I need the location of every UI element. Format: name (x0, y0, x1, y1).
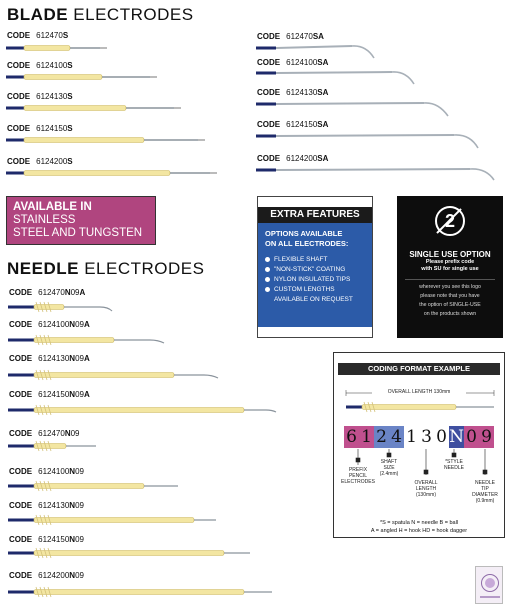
needle-code-8: CODE 6124150N09 (9, 535, 84, 544)
style-legend: *S = spatula N = needle B = ball A = angled H = hook HD = hook dagger (370, 520, 468, 534)
needle-electrodes-title: NEEDLE ELECTRODES (7, 259, 205, 278)
needle-electrode-8 (8, 551, 250, 556)
needle-code-2: CODE 6124100N09A (9, 320, 90, 329)
needle-code-5: CODE 612470N09 (9, 429, 80, 438)
needle-code-6: CODE 6124100N09 (9, 467, 84, 476)
needle-electrode-4 (8, 408, 276, 413)
blade-angled-code-2: CODE 6124100SA (257, 58, 329, 67)
label-overall-length: OVERALL LENGTH (130mm) (414, 480, 438, 498)
blade-electrode-5 (6, 171, 217, 176)
coding-format-title: CODING FORMAT EXAMPLE (338, 363, 500, 375)
blade-code-3: CODE 6124130S (7, 92, 73, 101)
code-digit: 0 (434, 426, 449, 448)
feature-item: CUSTOM LENGTHS (265, 285, 365, 295)
feature-item-continued: AVAILABLE ON REQUEST (274, 296, 353, 303)
blade-angled-electrodes (256, 46, 494, 180)
needle-code-3: CODE 6124130N09A (9, 354, 90, 363)
single-use-title: SINGLE USE OPTION (409, 250, 491, 259)
needle-electrodes (8, 305, 276, 595)
needle-code-7: CODE 6124130N09 (9, 501, 84, 510)
code-digit: 1 (359, 426, 374, 448)
blade-code-4: CODE 6124150S (7, 124, 73, 133)
blade-angled-code-4: CODE 6124150SA (257, 120, 329, 129)
label-shaft-size: SHAFT SIZE (2.4mm) (379, 459, 399, 477)
needle-code-1: CODE 612470N09A (9, 288, 86, 297)
blade-angled-code-3: CODE 6124130SA (257, 88, 329, 97)
code-digit: N (449, 427, 464, 447)
blade-angled-code-1: CODE 612470SA (257, 32, 324, 41)
extra-features-title: EXTRA FEATURES (258, 207, 372, 223)
code-digit: 9 (479, 426, 494, 448)
code-digit: 0 (464, 426, 479, 448)
blade-angled-electrode-1 (256, 46, 374, 58)
brand-logo-icon (475, 566, 503, 604)
extra-features-box (257, 196, 373, 338)
feature-item: "NON-STICK" COATING (265, 265, 365, 275)
needle-electrode-2 (8, 338, 164, 344)
blade-electrode-1 (6, 46, 107, 51)
needle-electrode-5 (8, 444, 96, 449)
single-use-logo-icon: 2 (435, 206, 465, 236)
blade-code-1: CODE 612470S (7, 31, 69, 40)
stainless-tungsten-banner: AVAILABLE IN STAINLESS STEEL AND TUNGSTEN (6, 196, 156, 245)
code-digit: 1 (404, 426, 419, 448)
blade-angled-code-5: CODE 6124200SA (257, 154, 329, 163)
single-use-note: wherever you see this logo please note that you have the option of SINGLE-USE on the products shown (419, 284, 481, 317)
needle-code-4: CODE 6124150N09A (9, 390, 90, 399)
blade-angled-electrode-3 (256, 103, 448, 116)
needle-electrode-9 (8, 590, 272, 595)
blade-angled-electrode-5 (256, 169, 494, 180)
overall-length-label: OVERALL LENGTH 130mm (387, 389, 451, 395)
extra-features-list (265, 255, 365, 295)
blade-electrode-4 (6, 138, 205, 143)
code-digit: 3 (419, 426, 434, 448)
needle-code-9: CODE 6124200N09 (9, 571, 84, 580)
label-style: *STYLE NEEDLE (443, 459, 464, 471)
feature-item: FLEXIBLE SHAFT (265, 255, 365, 265)
needle-electrode-1 (8, 305, 112, 312)
code-digit: 6 (344, 426, 359, 448)
code-digit: 2 (374, 426, 389, 448)
blade-straight-electrodes (6, 46, 217, 176)
blade-angled-electrode-4 (256, 135, 478, 148)
needle-electrode-3 (8, 373, 218, 379)
blade-angled-electrode-2 (256, 72, 414, 84)
blade-code-2: CODE 6124100S (7, 61, 73, 70)
label-prefix: PREFIX PENCIL ELECTRODES (341, 467, 375, 485)
code-digit: 4 (389, 426, 404, 448)
single-use-line-1: Please prefix code (425, 259, 475, 265)
blade-code-5: CODE 6124200S (7, 157, 73, 166)
code-digit-row (344, 426, 494, 448)
single-use-box (397, 196, 503, 338)
coding-format-box (333, 352, 505, 538)
needle-electrode-6 (8, 484, 178, 489)
blade-electrode-3 (6, 106, 181, 111)
extra-features-body (258, 223, 372, 327)
blade-electrodes-title: BLADE ELECTRODES (7, 5, 194, 24)
extra-features-heading: OPTIONS AVAILABLE ON ALL ELECTRODES: (265, 229, 349, 248)
feature-item: NYLON INSULATED TIPS (265, 275, 365, 285)
blade-electrode-2 (6, 75, 157, 80)
needle-electrode-7 (8, 518, 216, 523)
label-tip-diameter: NEEDLE TIP DIAMETER (0.9mm) (472, 480, 498, 504)
single-use-line-2: with SU for single use (421, 266, 479, 272)
